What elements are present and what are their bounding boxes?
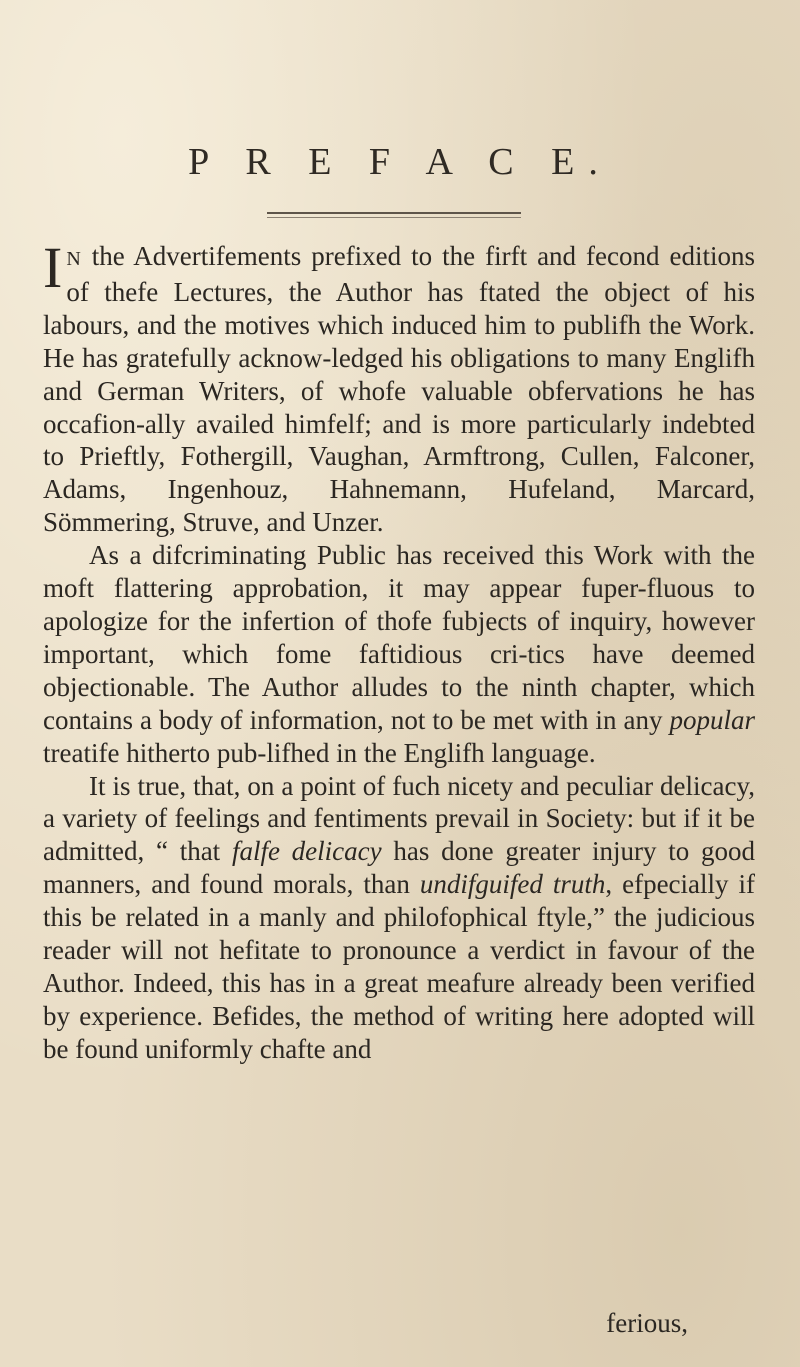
paragraph-2-text-b: treatife hitherto pub-lifhed in the Englifh language. xyxy=(43,737,596,768)
paragraph-1-text: the Advertifements prefixed to the firft and fecond editions of thefe Lectures, the Author has ftated the object of his labours, and the motives which induced him to publifh the Work. He has gratefully acknow-ledged his obligations to many Englifh and German Writers, of whofe valuable obfervations he has occafion-ally availed himfelf; and is more particularly indebted to Prieftly, Fothergill, Vaughan, Armftrong, Cullen, Falconer, Adams, Ingenhouz, Hahnemann, Hufeland, Marcard, Sömmering, Struve, and Unzer. xyxy=(43,241,755,538)
paragraph-3-text-b: has done greater injury to good manners, and found morals, than xyxy=(43,836,756,900)
paragraph-3-italic-b: undifguifed truth xyxy=(419,869,606,900)
paragraph-3-italic-a: falfe delicacy xyxy=(231,836,382,867)
paragraph-2-italic: popular xyxy=(669,704,755,735)
heading-rule-thin xyxy=(267,217,521,218)
drop-cap-lead: N xyxy=(66,248,82,270)
body-text xyxy=(43,235,756,1066)
paragraph-1 xyxy=(43,235,755,539)
page-heading: P R E F A C E. xyxy=(188,141,612,183)
paragraph-3-text-c: , efpecially if this be related in a manly and philofophical ftyle,” the judicious reader will not hefitate to pronounce a verdict in favour of the Author. Indeed, this has in a great meafure already been verified by experience. Befides, the method of writing here adopted will be found uniformly chafte and xyxy=(43,869,756,1064)
paragraph-3-text-a: It is true, that, on a point of fuch nicety and peculiar delicacy, a variety of feelings and fentiments prevail in Society: but if it be admitted, “ that xyxy=(43,770,755,867)
catchword: ferious, xyxy=(606,1308,688,1338)
heading-rule xyxy=(267,212,521,214)
paragraph-2 xyxy=(43,539,755,769)
paragraph-3 xyxy=(43,770,755,1066)
paragraph-2-text-a: As a difcriminating Public has received this Work with the moft flattering approbation, it may appear fuper-fluous to apologize for the infertion of thofe fubjects of inquiry, however important, which fome faftidious cri-tics have deemed objectionable. The Author alludes to the ninth chapter, which contains a body of information, not to be met with in any xyxy=(43,540,755,735)
drop-cap: I xyxy=(43,235,63,300)
